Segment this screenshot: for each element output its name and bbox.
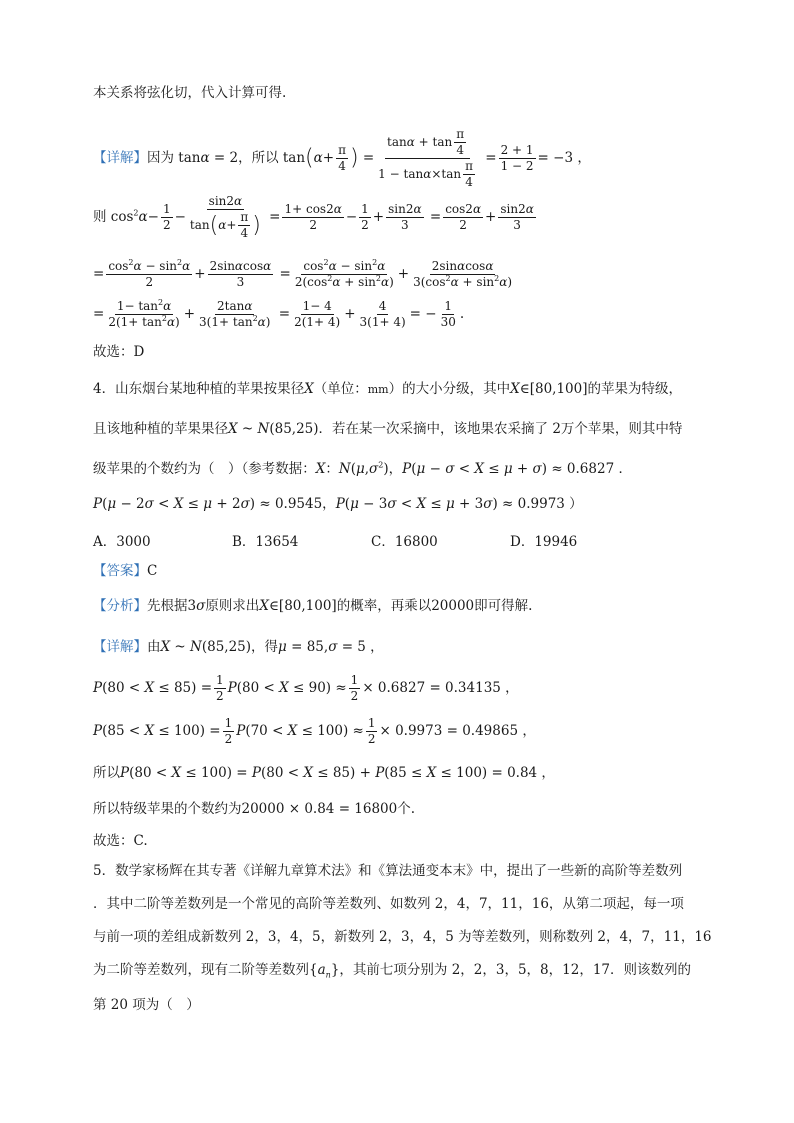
q4-detail: 【详解】由X ~ N(85,25)，得μ = 85,σ = 5 ， (93, 639, 384, 655)
option-a: A．3000 (93, 534, 151, 550)
q4-line-3: 级苹果的个数约为（ ）（参考数据：X：$N(\mu,\sigma^2)$，P(μ − σ < X ≤ μ + σ) ≈ 0.6827 ． (93, 460, 632, 477)
q4-so-1: 所以P(80 < X ≤ 100) = P(80 < X ≤ 85) + P(85 ≤ X ≤ 100) = 0.84 ， (93, 765, 555, 781)
q3-choice: 故选：D (93, 344, 145, 360)
q4-eq-1: P(80 < X ≤ 85) = $\frac{1}{2}$ P(80 < X ≤ 90) ≈ $\frac{1}{2}$ × 0.6827 = 0.34135 ， (93, 673, 519, 703)
q4-analysis: 【分析】先根据3σ原则求出X∈[80,100]的概率，再乘以20000即可得解. (93, 598, 533, 614)
q3-then-line: 则 $\cos^2\alpha-$ $\frac{1}{2}$ − sin2α tan(α+ $\frac{\pi}{4}$ ) = $\frac{1+ \cos 2\alpha}{2}$ − $\frac{1}{2}$ + $\frac{\sin 2\alpha}{3}$ = $\frac{\cos 2\alpha}{2}$ + $\frac{\sin 2\alpha}{3}$ (93, 194, 534, 240)
q5-line-3: 与前一项的差组成新数列 2，3，4，5，新数列 2，3，4，5 为等差数列，则称数列 2，4，7，11，16 (93, 929, 712, 945)
q3-eq-line-1: = $\frac{\cos^2\alpha - \sin^2\alpha}{2}$ + $\frac{2\sin\alpha\cos\alpha}{3}$ = $\frac{\cos^2\alpha - \sin^2\alpha}{2(\cos^2\alpha + \sin^2\alpha)}$ + $\frac{2\sin\alpha\cos\alpha}{3(\cos^2\alpha + \sin^2\alpha)}$ (93, 258, 513, 289)
detail-tag: 【详解】 (93, 639, 147, 655)
intro-line: 本关系将弦化切，代入计算可得. (93, 85, 287, 101)
q4-line-4: P(μ − 2σ < X ≤ μ + 2σ) ≈ 0.9545，P(μ − 3σ < X ≤ μ + 3σ) ≈ 0.9973 ） (93, 496, 583, 512)
option-c: C．16800 (371, 534, 438, 550)
q5-line-5: 第 20 项为（ ） (93, 997, 200, 1013)
detail-tag: 【详解】 (93, 150, 147, 166)
q4-eq-2: P(85 < X ≤ 100) = $\frac{1}{2}$ P(70 < X ≤ 100) ≈ $\frac{1}{2}$ × 0.9973 = 0.49865 ， (93, 716, 536, 746)
q4-line-1: 4．山东烟台某地种植的苹果按果径X（单位：mm）的大小分级，其中X∈[80,100]的苹果为特级， (93, 381, 682, 397)
option-b: B．13654 (232, 534, 299, 550)
q5-line-1: 5．数学家杨辉在其专著《详解九章算术法》和《算法通变本末》中，提出了一些新的高阶等差数列 (93, 863, 683, 879)
option-d: D．19946 (510, 534, 578, 550)
analysis-tag: 【分析】 (93, 598, 147, 614)
q4-line-2: 且该地种植的苹果果径X ~ N(85,25)．若在某一次采摘中，该地果农采摘了 2万个苹果，则其中特 (93, 421, 683, 437)
q5-line-2: ．其中二阶等差数列是一个常见的高阶等差数列、如数列 2，4，7，11，16，从第二项起，每一项 (93, 896, 684, 912)
q5-line-4: 为二阶等差数列，现有二阶等差数列$\{a_n\}$，其前七项分别为 2，2，3，5，8，12，17．则该数列的 (93, 962, 691, 980)
answer-tag: 【答案】 (93, 563, 147, 579)
q3-eq-line-2: = $\frac{1- \tan^2\alpha}{2(1+ \tan^2\alpha)}$ + $\frac{2\tan\alpha}{3(1+ \tan^2\alpha)}$ = $\frac{1- 4}{2(1+ 4)}$ + $\frac{4}{3(1+ 4)}$ = − $\frac{1}{30}$ . (93, 298, 465, 329)
q4-choice: 故选：C. (93, 833, 148, 849)
q4-so-2: 所以特级苹果的个数约为20000 × 0.84 = 16800个. (93, 801, 416, 817)
q3-detail-line: 【详解】因为 tanα = 2，所以 tan(α+ $\frac{\pi}{4}$ ) = tanα + tan $\frac{\pi}{4}$ 1 − tanα×tan $\frac{\pi}{4}$ = $\frac{2 + 1}{1 - 2}$ = −3 ， (93, 127, 591, 189)
q4-answer: 【答案】C (93, 563, 158, 579)
